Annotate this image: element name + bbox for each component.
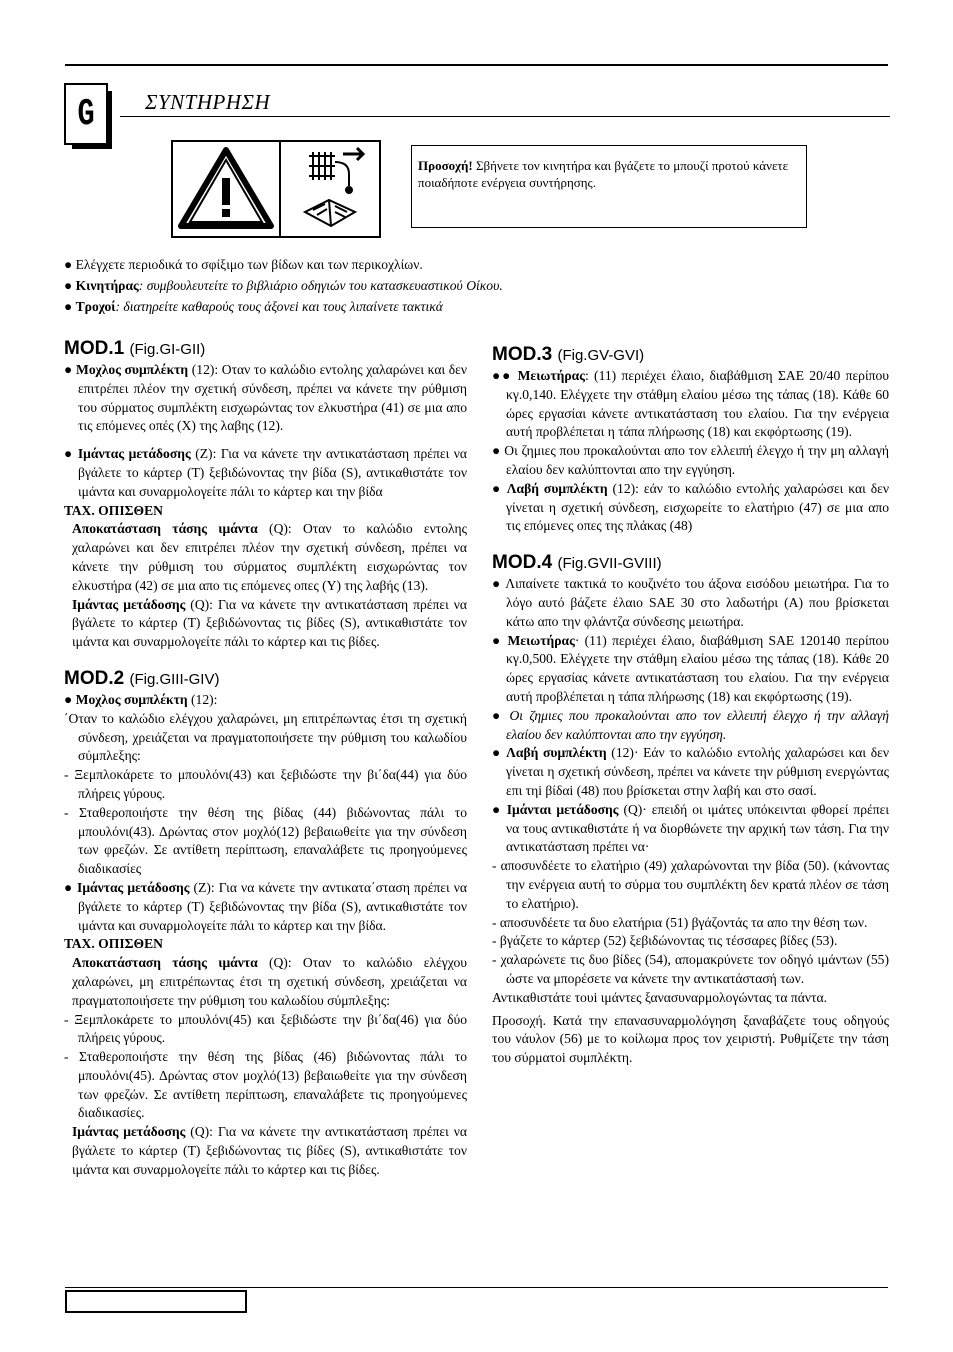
mod1-drive-belt: ● Ιμάντας μετάδοσης (Z): Για να κάνετε την αντικατάσταση πρέπει να βγάλετε το κάρτερ (T) ξεβιδώνοντας την βίδα (S), αντικαθιστάτε τον ιμάντα και συναρμολογείτε πάλι το κάρτερ και την βίδα (64, 446, 468, 499)
mod4-gearbox: ● Μειωτήρας· (11) περιέχει έλαιο, διαβάθμιση SAE 120140 περίπου κγ.0,500. Ελέγχετε την στάθμη ελαίου μέσω της τάπας (18). Κάθε 20 ώρες εργασίας κάνετε αντικατάσταση του ελαίου. Για την ενέργεια αυτή προβλέπεται η τάπα πλήρωσης (18) και εκφόρτωσης (19). (492, 632, 890, 704)
general-item: ● Τροχοί: διατηρείτε καθαρούς τους άξονεi και τους λιπαίνετε τακτικά (64, 299, 443, 314)
warning-pictogram (171, 140, 381, 238)
right-column (492, 344, 889, 1068)
mod4-replace-note: Αντικαθιστάτε τουi ιμάντες ξανασυναρμολογώντας τα πάντα. (492, 989, 828, 1005)
section-letter-box (64, 83, 108, 145)
mod4-belts: ● Ιμάνται μετάδοσης (Q)· επειδή οι ιμάτες υπόκεινται φθορεί πρέπει να τους αντικαθιστάτε ή να διορθώνετε την αρχική των τάση. Για την αντικατάσταση πρέπει να· (492, 801, 889, 855)
mod4-heading: MOD.4 (Fig.GVII-GVIII) (492, 552, 662, 574)
mod4-step: - χαλαρώνετε τις δυο βίδες (54), απομακρύνετε τον οδηγό ιμάντων (55) ώστε να μπορέσετε να κάνετε την αντικατάστασή των. (492, 952, 889, 986)
mod2-clutch-body: ΄Οταν το καλώδιο ελέγχου χαλαρώνει, μη επιτρέπωντας έτσι τη σχετική σύνδεση, χρειάζεται να πραγματοποιήσετε την ρύθμιση του καλωδίου σύμπλεξης: (64, 710, 467, 764)
attention-note (411, 145, 807, 228)
mod1-reverse-belt: Ιμάντας μετάδοσης (Q): Για να κάνετε την αντικατάσταση πρέπει να βγάλετε το κάρτερ (T) ξεβιδώνοντας τις βίδες (S), αντικαθιστάτε τον ιμάντα και συναρμολογείτε πάλι το κάρτερ και τις βίδες. (72, 596, 467, 650)
mod2-reverse-heading: ΤΑΧ. ΟΠΙΣΘΕΝ (64, 936, 163, 952)
mod2-step: - Σταθεροποιήστε την θέση της βίδας (44) βιδώνοντας πάλι το μπουλόνι(43). Δρώντας στον μοχλό(12) βεβαιωθείτε για την σύνδεση των φρεζών. Σε αντίθετη περίπτωση, επαναλάβετε τις προηγούμενες διαδικασίες (64, 804, 467, 877)
mod4-warranty: ● Οι ζημιες που προκαλούνται απο τον ελλειπή έλεγχο ή την αλλαγή ελαίου δεν καλύπτονται απο την εγγύηση. (492, 707, 889, 742)
bottom-rule (65, 1287, 888, 1288)
general-item: ● Κινητήρας: συμβουλευτείτε το βιβλιάριο οδηγιών του κατασκευαστικού Οίκου. (64, 278, 503, 293)
mod4-attention-note: Προσοχή. Κατά την επανασυναρμολόγηση ξαναβάζετε τους οδηγούς του νάυλον (56) με το κοίλωμα προς τον χειριστή. Ρυθμίζετε την τάση του σύρματοi συμπλέκτη. (492, 1012, 889, 1066)
mod2-step: - Ξεμπλοκάρετε το μπουλόνι(45) και ξεβιδώστε την βι΄δα(46) για δύο πλήρεις γύρους. (64, 1011, 467, 1046)
mod3-gearbox: ●● Μειωτήρας: (11) περιέχει έλαιο, διαβάθμιση ΣΑΕ 20/40 περίπου κγ.0,140. Ελέγχετε την στάθμη ελαίου μέσω της τάπας (18). Κάθε 60 ώρες εργασίαι κάνετε αντικατάσταση του ελαίου. Για την ενέργεια αυτή προβλέπεται η τάπα πλήρωσης (18) και εκφόρτωσης (19). (492, 368, 889, 440)
mod4-step: - αποσυνδέετε τα δυο ελατήρια (51) βγάζοντάς τα απο την θέση των. (492, 914, 868, 930)
left-column (64, 338, 467, 1180)
mod4-clutch: ● Λαβή συμπλέκτη (12)· Εάν το καλώδιο εντολής χαλαρώσει και δεν γίνεται η σχετική σύνδεση, πρέπει να κάνετε την ρύθμιση ενεργώντας επι τηi βίδαi (48) που βρίσκεται στην λαβή και στο σασί. (492, 745, 890, 798)
mod2-drive-belt: ● Ιμάντας μετάδοσης (Z): Για να κάνετε την αντικατα΄σταση πρέπει να βγάλετε το κάρτερ (T) ξεβιδώνοντας την βίδα (S), αντικαθιστάτε τον ιμάντα και συναρμολογείτε πάλι το κάρτερ και την βίδα. (64, 879, 468, 933)
mod1-heading: MOD.1 (Fig.GI-GII) (64, 338, 206, 359)
mod2-clutch-lever: ● Μοχλος συμπλέκτη (12): (64, 691, 218, 707)
mod1-clutch-lever: ● Μοχλος συμπλέκτη (12): Οταν το καλώδιο εντολης χαλαρώνει και δεν επιτρέπει πλέον την σχετική σύνδεση, πρέπει να κάνετε την ρύθμιση του σύρματος συμπλέκτη εισχωρώντας τον ελκυστήρα (41) σε μια απο τις επόμενες οπές (X) της λαβης (12). (64, 362, 467, 434)
title-rule (120, 116, 890, 117)
mod2-heading: MOD.2 (Fig.GIII-GIV) (64, 667, 220, 689)
attention-text: Σβήνετε τον κινητήρα και βγάζετε το μπουζί προτού κάνετε ποιαδήποτε ενέργεια συντήρησης. (418, 158, 789, 190)
section-letter: G (77, 93, 95, 136)
spark-plug-disconnect-icon (309, 148, 363, 193)
general-item: ● Ελέγχετε περιοδικά το σφίξιμο των βίδων και των περικοχλίων. (64, 257, 423, 272)
mod2-step: - Σταθεροποιήστε την θέση της βίδας (46) βιδώνοντας πάλι το μπουλόνι(45). Δρώντας στον μοχλό(13) βεβαιωθείτε για την σύνδεση των φρεζών. Σε αντίθετη περίπτωση, επαναλάβετε τις προηγούμενες διαδικασίες. (64, 1049, 467, 1121)
mod3-heading: MOD.3 (Fig.GV-GVI) (492, 344, 645, 365)
page-title: ΣΥΝΤΗΡΗΣΗ (145, 90, 271, 114)
warning-triangle-icon (181, 150, 271, 226)
mod3-clutch: ● Λαβή συμπλέκτη (12): εάν το καλώδιο εντολής χαλαρώσει και δεν γίνεται η σχετική σύνδεση, εισχωρείτε το ελατήριο (47) σε μια απο τις επόμενες οπες της πλάκας (48) (492, 480, 889, 534)
mod2-belt-tension: Αποκατάσταση τάσης ιμάντα (Q): Οταν το καλώδιο ελέγχου χαλαρώνει, μη επιτρέπωντας έτσι τη σχετική σύνδεση, χρειάζεται να πραγματοποιήσετε την ρύθμιση του καλωδίου σύμπλεξης: (72, 955, 467, 1008)
mod4-step: - βγάζετε το κάρτερ (52) ξεβιδώνοντας τις τέσσαρες βίδες (53). (492, 933, 838, 949)
top-rule (65, 64, 888, 66)
mod2-reverse-belt: Ιμάντας μετάδοσης (Q): Για να κάνετε την αντικατάσταση πρέπει να βγάλετε το κάρτερ (T) ξεβιδώνοντας τις βίδες (S), αντικαθιστάτε τον ιμάντα και συναρμολογείτε πάλι το κάρτερ και τις βίδες. (72, 1124, 467, 1177)
mod2-step: - Ξεμπλοκάρετε το μπουλόνι(43) και ξεβιδώστε την βι΄δα(44) για δύο πλήρεις γύρους. (64, 767, 467, 801)
manual-book-icon (305, 200, 355, 226)
mod1-belt-tension: Αποκατάσταση τάσης ιμάντα (Q): Οταν το καλώδιο εντολης χαλαρώνει και δεν επιτρέπει πλέον την σχετική σύνδεση, πρέπει να κάνετε την ρύθμιση του σύρματος συμπλέκτη εισχωρώντας τον ελκυστήρα (42) σε μια απο τις επόμενες οπες (Y) της λαβής (13). (72, 521, 468, 593)
mod3-warranty: ● Οι ζημιες που προκαλούνται απο τον ελλειπή έλεγχο ή την μη αλλαγή ελαίου δεν καλύπτονται απο την εγγύηση. (492, 443, 889, 477)
mod4-step: - αποσυνδέετε το ελατήριο (49) χαλαρώνονται την βίδα (50). (κάνοντας την ενέργεια αυτή το σύρμα του συμπλέκτη δεν κρατά πλέον σε τάση το ελατήριο). (492, 858, 889, 911)
general-list (64, 256, 894, 319)
mod4-lubrication: ● Λιπαίνετε τακτικά το κουζινέτο του άξονα εισόδου μειωτήρα. Για το λόγο αυτό βάζετε έλαιο SAE 30 στο λαδωτήρι (A) που βρίσκεται κάτω απο την φλάντζα σύνδεσης μειωτήρα. (492, 576, 889, 629)
mod1-reverse-heading: ΤΑΧ. ΟΠΙΣΘΕΝ (64, 502, 163, 518)
page-number-box (65, 1290, 247, 1313)
attention-label: Προσοχή! (418, 158, 473, 173)
